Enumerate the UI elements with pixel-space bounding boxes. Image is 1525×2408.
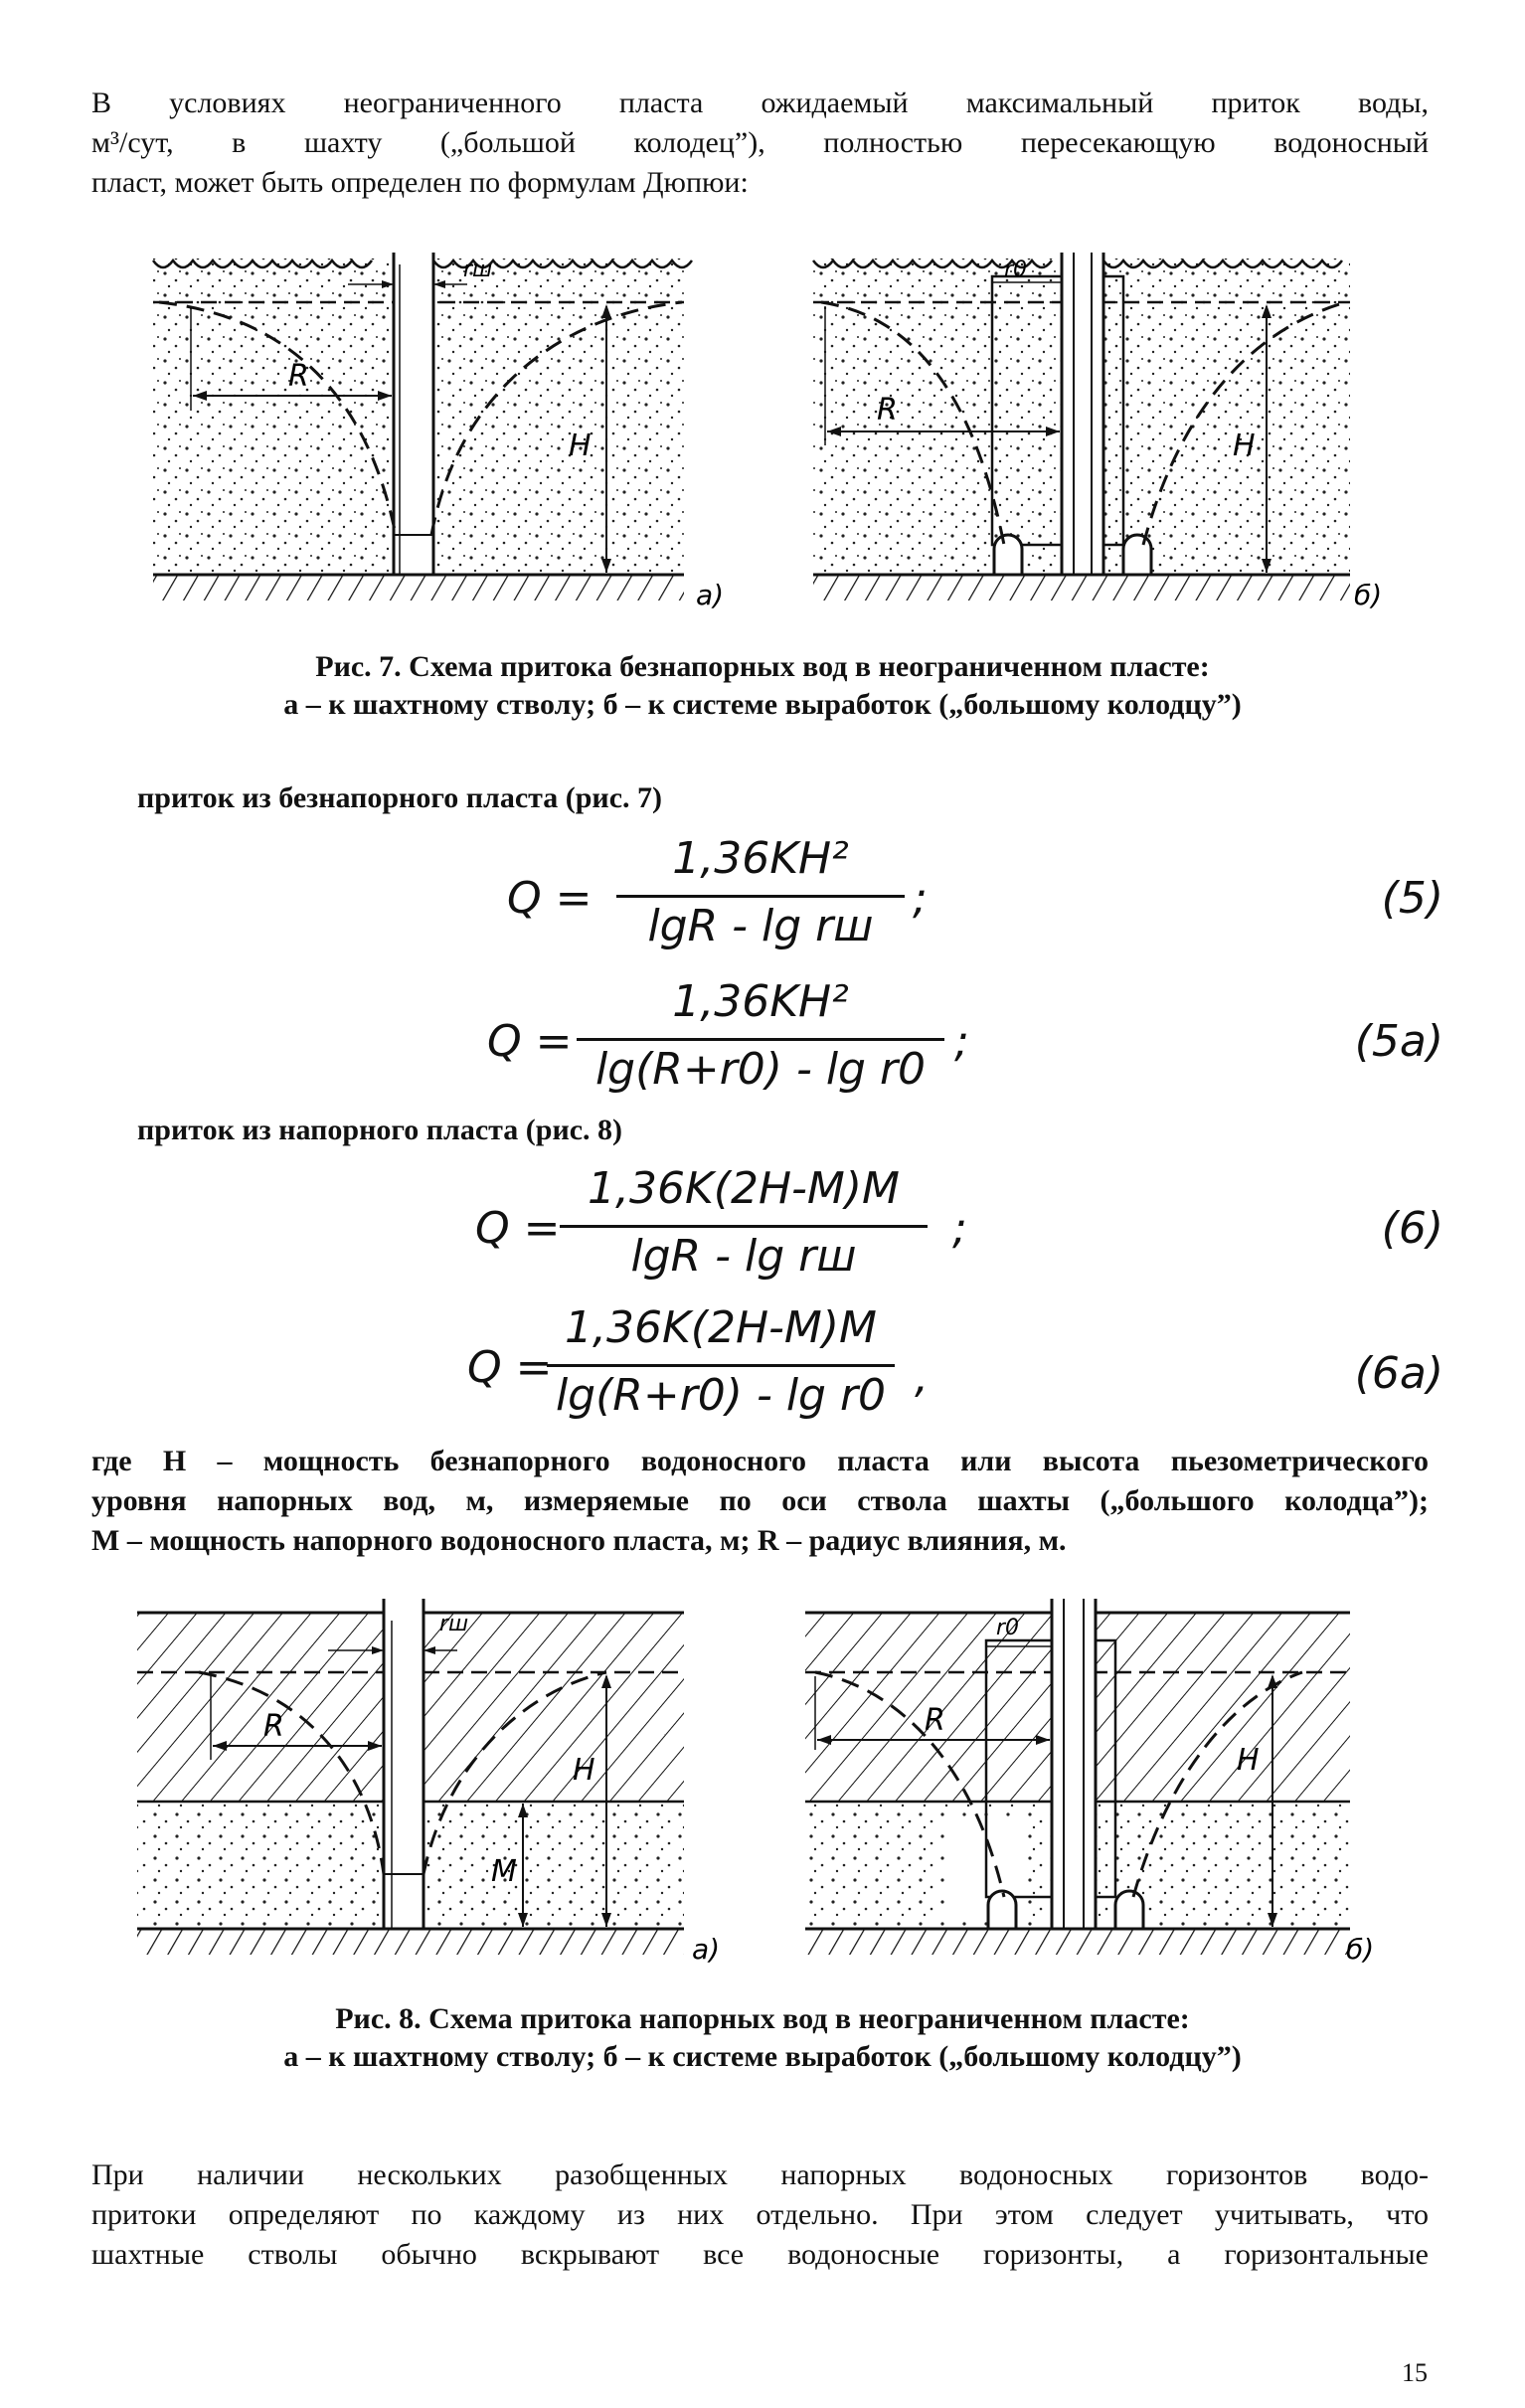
closing-paragraph <box>91 2155 1429 2275</box>
text-line: где H – мощность безнапорного водоносного пласта или высота пьезометрического <box>91 1445 1429 1477</box>
formula-6 <box>475 1163 992 1292</box>
formula-6a-numerator: 1,36K(2H-M)M <box>564 1302 878 1353</box>
figure-8a <box>137 1599 720 1966</box>
formula-6a-lhs: Q = <box>467 1342 553 1393</box>
fig7-label-a: а) <box>696 579 725 611</box>
fig8a-label-rsh: rш <box>439 1612 469 1636</box>
figure-8-caption <box>0 2000 1525 2076</box>
formula-6-lhs: Q = <box>475 1203 561 1254</box>
formula-5a-punct: ; <box>954 1016 969 1067</box>
formula-6-number: (6) <box>1381 1203 1443 1254</box>
figure-7b <box>813 253 1382 611</box>
text-line: В условиях неограниченного пласта ожидаемый максимальный приток воды, <box>91 86 1429 119</box>
fig8-label-b: б) <box>1346 1933 1375 1966</box>
fig8b-label-H: H <box>1237 1743 1260 1778</box>
formula-6a-number: (6а) <box>1354 1348 1443 1399</box>
formula-5a-denominator: lg(R+r0) - lg r0 <box>594 1044 927 1095</box>
text-line: уровня напорных вод, м, измеряемые по оси ствола шахты („большого колодца”); <box>91 1484 1429 1517</box>
formula-5a-number: (5а) <box>1354 1016 1443 1067</box>
fig8b-label-r0: r0 <box>996 1616 1020 1640</box>
figure-7-caption <box>0 648 1525 724</box>
formula-5-number: (5) <box>1381 873 1443 924</box>
intro-unconfined: приток из безнапорного пласта (рис. 7) <box>137 781 663 814</box>
figure-8-diagram <box>129 1591 1382 1978</box>
formula-6-numerator: 1,36K(2H-M)M <box>587 1163 901 1214</box>
fig7a-label-R: R <box>288 359 309 394</box>
formula-5a-numerator: 1,36KH² <box>672 976 849 1027</box>
text-line: M – мощность напорного водоносного пласта, м; R – радиус влияния, м. <box>91 1524 1067 1557</box>
formula-6a-punct: , <box>915 1352 929 1403</box>
formula-5a-lhs: Q = <box>487 1016 573 1067</box>
text-line: м³/сут, в шахту („большой колодец”), полностью пересекающую водоносный <box>91 126 1429 159</box>
text-line: притоки определяют по каждому из них отдельно. При этом следует учитывать, что <box>91 2198 1429 2231</box>
formula-5-numerator: 1,36KH² <box>672 833 849 884</box>
formula-6-denominator: lgR - lg rш <box>630 1231 857 1282</box>
formula-5a-bar <box>577 1038 944 1041</box>
figure-8-caption-sub: а – к шахтному стволу; б – к системе выработок („большому колодцу”) <box>283 2040 1242 2073</box>
figure-8-caption-title: Рис. 8. Схема притока напорных вод в неограниченном пласте: <box>335 2002 1190 2035</box>
formula-5a <box>487 976 1004 1106</box>
intro-confined: приток из напорного пласта (рис. 8) <box>137 1114 623 1146</box>
figure-7-caption-sub: а – к шахтному стволу; б – к системе выработок („большому колодцу”) <box>283 688 1242 721</box>
formula-5-bar <box>616 895 905 898</box>
fig8b-label-R: R <box>925 1703 945 1738</box>
formula-5-denominator: lgR - lg rш <box>647 901 874 951</box>
formula-6a <box>467 1302 984 1432</box>
fig7b-label-R: R <box>877 393 898 428</box>
fig8a-label-R: R <box>263 1709 284 1744</box>
formula-5-punct: ; <box>913 873 928 924</box>
text-line: шахтные стволы обычно вскрывают все водоносные горизонты, а горизонтальные <box>91 2238 1429 2271</box>
fig8-label-a: а) <box>692 1933 721 1966</box>
formula-6-bar <box>560 1225 928 1228</box>
figure-7-caption-title: Рис. 7. Схема притока безнапорных вод в неограниченном пласте: <box>315 650 1210 683</box>
formula-5-lhs: Q = <box>507 873 593 924</box>
intro-paragraph <box>91 84 1429 203</box>
figure-8b <box>805 1599 1374 1966</box>
page-number: 15 <box>1402 2358 1428 2387</box>
fig7b-label-r0: r0 <box>1004 258 1028 282</box>
figure-7-diagram <box>139 247 1382 624</box>
fig7a-label-H: H <box>569 429 592 463</box>
definitions-paragraph <box>91 1442 1429 1561</box>
fig8a-label-M: M <box>491 1854 517 1889</box>
formula-5 <box>507 833 984 962</box>
formula-6a-denominator: lg(R+r0) - lg r0 <box>555 1370 887 1421</box>
fig7-label-b: б) <box>1354 579 1382 611</box>
formula-6-punct: ; <box>952 1203 967 1254</box>
fig7b-label-H: H <box>1233 429 1256 463</box>
fig8a-label-H: H <box>573 1753 595 1788</box>
text-line: пласт, может быть определен по формулам Дюпюи: <box>91 166 749 199</box>
text-line: При наличии нескольких разобщенных напорных водоносных горизонтов водо- <box>91 2158 1429 2191</box>
formula-6a-bar <box>547 1364 895 1367</box>
figure-7a <box>153 253 724 611</box>
fig7a-label-rsh: rш <box>463 258 493 282</box>
